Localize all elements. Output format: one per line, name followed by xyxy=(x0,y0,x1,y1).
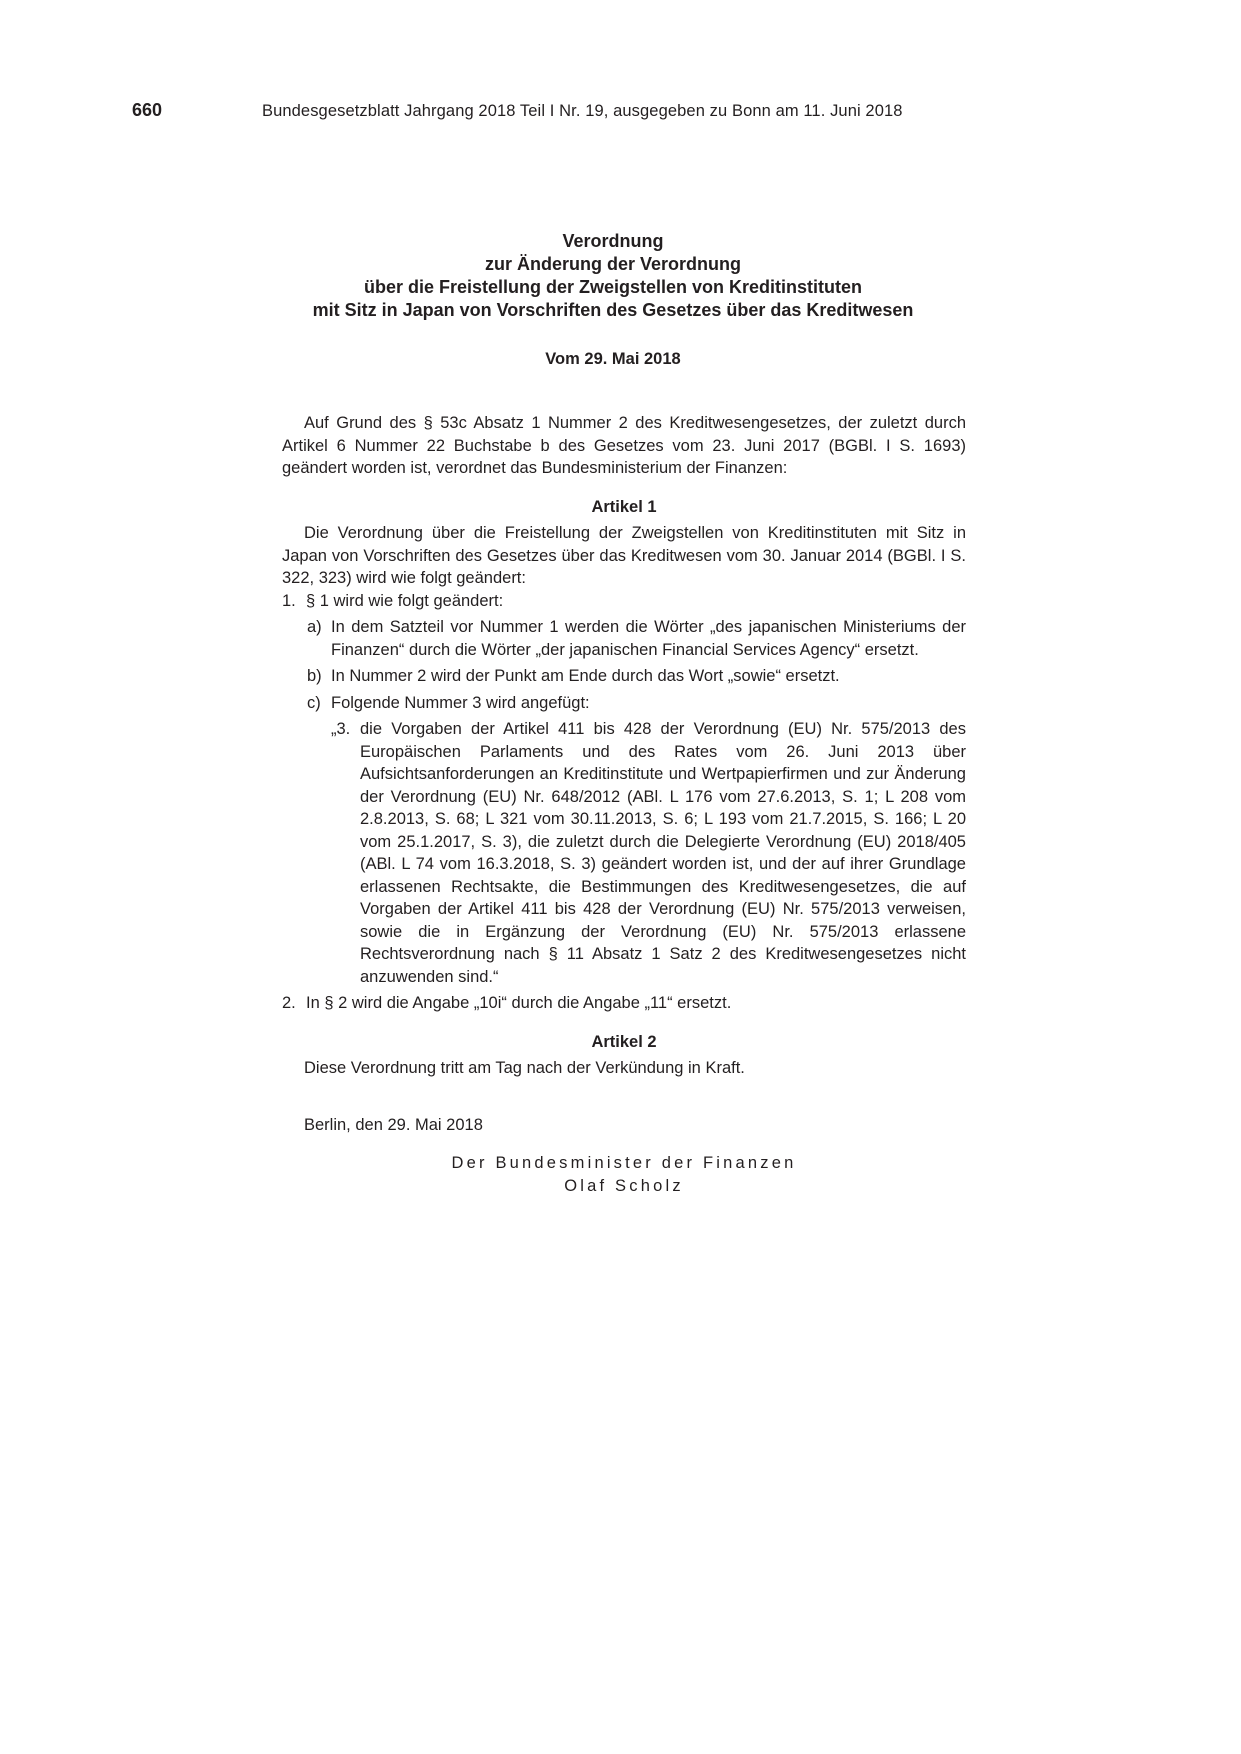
article-2-heading: Artikel 2 xyxy=(591,1032,657,1051)
page-number: 660 xyxy=(132,100,163,120)
place-and-date: Berlin, den 29. Mai 2018 xyxy=(304,1115,483,1134)
list-item-1 xyxy=(282,590,966,613)
title-line-2: zur Änderung der Verordnung xyxy=(484,254,741,274)
list-item-2-text: In § 2 wird die Angabe „10i“ durch die Angabe „11“ ersetzt. xyxy=(306,994,732,1012)
article-1-intro: Die Verordnung über die Freistellung der Zweigstellen von Kreditinstituten mit Sitz in Japan von Vorschriften des Gesetzes über das Kreditwesen vom 30. Januar 2014 (BGBl. I S. 322, 323) wird wie folgt geändert: xyxy=(282,524,966,587)
list-item-1-text: § 1 wird wie folgt geändert: xyxy=(306,591,504,610)
signatory-title: Der Bundesminister der Finanzen xyxy=(451,1154,797,1172)
article-2-text: Diese Verordnung tritt am Tag nach der Verkündung in Kraft. xyxy=(304,1059,745,1077)
inserted-number-3-mark: „3. xyxy=(331,720,351,738)
sub-item-a-text: In dem Satzteil vor Nummer 1 werden die Wörter „des japanischen Ministeriums der Finanzen“ durch die Wörter „der japanischen Financial Services Agency“ ersetzt. xyxy=(331,618,966,659)
sub-item-b xyxy=(282,665,966,688)
list-item-2 xyxy=(282,992,966,1015)
inserted-number-3 xyxy=(282,718,966,988)
sub-item-c-mark: c) xyxy=(307,693,321,712)
page-header xyxy=(0,100,1241,124)
sub-item-b-mark: b) xyxy=(307,667,322,685)
sub-item-a xyxy=(282,616,966,661)
sub-item-c xyxy=(282,692,966,715)
title-line-4: mit Sitz in Japan von Vorschriften des Gesetzes über das Kreditwesen xyxy=(312,300,914,320)
running-head: Bundesgesetzblatt Jahrgang 2018 Teil I Nr. 19, ausgegeben zu Bonn am 11. Juni 2018 xyxy=(262,102,903,120)
title-line-3: über die Freistellung der Zweigstellen von Kreditinstituten xyxy=(363,277,863,297)
list-item-1-number: 1. xyxy=(282,591,296,610)
article-1-heading: Artikel 1 xyxy=(591,497,657,516)
sub-item-b-text: In Nummer 2 wird der Punkt am Ende durch das Wort „sowie“ ersetzt. xyxy=(331,667,840,685)
signatory-name: Olaf Scholz xyxy=(564,1176,684,1195)
title-line-1: Verordnung xyxy=(562,231,664,251)
issue-date: Vom 29. Mai 2018 xyxy=(545,350,681,368)
list-item-2-number: 2. xyxy=(282,994,296,1012)
sub-item-a-mark: a) xyxy=(307,618,322,636)
document-body xyxy=(282,412,966,1197)
preamble: Auf Grund des § 53c Absatz 1 Nummer 2 des Kreditwesengesetzes, der zuletzt durch Artikel 6 Nummer 22 Buchstabe b des Gesetzes vom 23. Juni 2017 (BGBl. I S. 1693) geändert worden ist, verordnet das Bundesministerium der Finanzen: xyxy=(282,414,966,477)
sub-item-c-text: Folgende Nummer 3 wird angefügt: xyxy=(331,693,590,712)
signature-block xyxy=(282,1152,966,1197)
document-title xyxy=(262,230,964,370)
inserted-number-3-text: die Vorgaben der Artikel 411 bis 428 der Verordnung (EU) Nr. 575/2013 des Europäischen Parlaments und des Rates vom 26. Juni 2013 über Aufsichtsanforderungen an Kreditinstitute und Wertpapierfirmen und zur Änderung der Verordnung (EU) Nr. 648/2012 (ABl. L 176 vom 27.6.2013, S. 1; L 208 vom 2.8.2013, S. 68; L 321 vom 30.11.2013, S. 6; L 193 vom 21.7.2015, S. 166; L 20 vom 25.1.2017, S. 3), die zuletzt durch die Delegierte Verordnung (EU) 2018/405 (ABl. L 74 vom 16.3.2018, S. 3) geändert worden ist, und der auf ihrer Grundlage erlassenen Rechtsakte, die Bestimmungen des Kreditwesengesetzes, die auf Vorgaben der Artikel 411 bis 428 der Verordnung (EU) Nr. 575/2013 verweisen, sowie die in Ergänzung der Verordnung (EU) Nr. 575/2013 erlassene Rechtsverordnung nach § 11 Absatz 1 Satz 2 des Kreditwesengesetzes nicht anzuwenden sind.“ xyxy=(360,720,966,986)
